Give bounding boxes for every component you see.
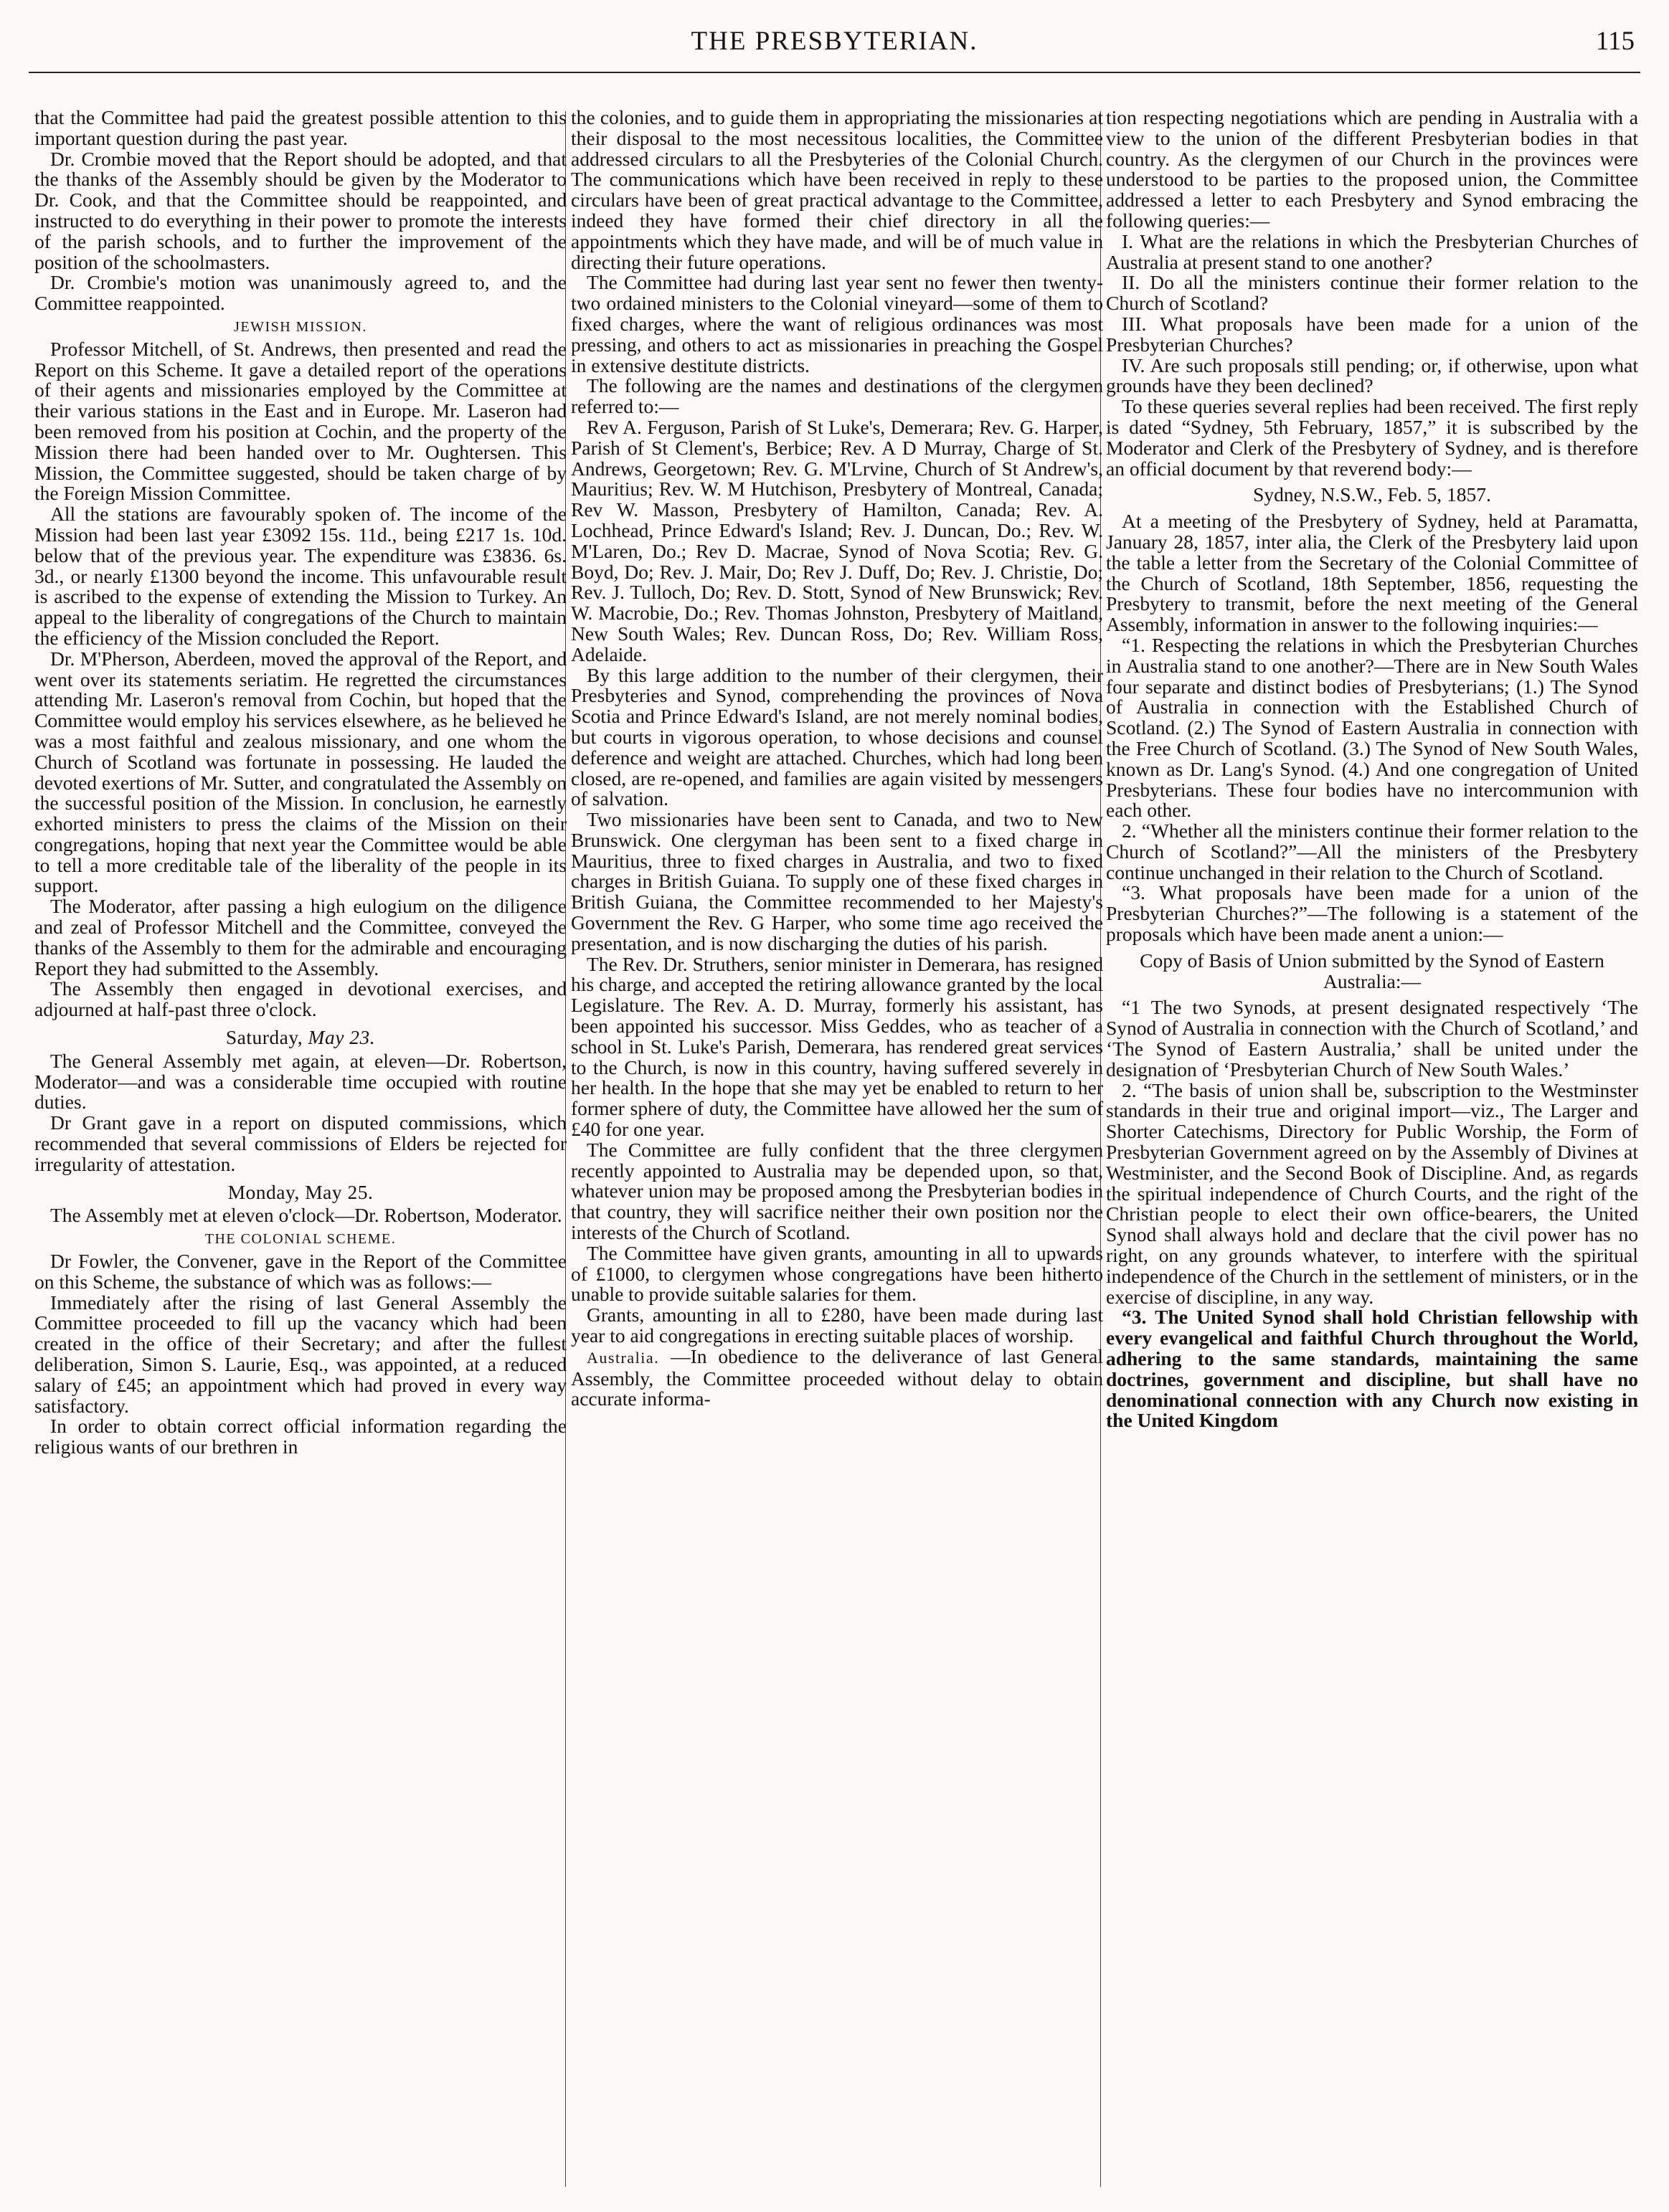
basis-of-union-heading: Copy of Basis of Union submitted by the Synod of Eastern Australia:—	[1140, 949, 1604, 992]
paragraph-clergy-list: Rev A. Ferguson, Parish of St Luke's, Demerara; Rev. G. Harper, Parish of St Clement's, Berbice; Rev. A D Murray, Charge of St. Andrews, Georgetown; Rev. G. M'Lrvine, Church of St Andrew's, Mauritius; Rev. W. M Hutchison, Presbytery of Montreal, Canada; Rev W. Masson, Presbytery of Hamilton, Canada; Rev. A. Lochhead, Prince Edward's Island; Rev. J. Duncan, Do.; Rev. W. M'Laren, Do.; Rev D. Macrae, Synod of Nova Scotia; Rev. G. Boyd, Do; Rev. J. Mair, Do; Rev J. Duff, Do; Rev. J. Christie, Do; Rev. J. Tulloch, Do; Rev. D. Stott, Synod of New Brunswick; Rev. W. Macrobie, Do.; Rev. Thomas Johnston, Presbytery of Maitland, New South Wales; Rev. Duncan Ross, Do; Rev. William Ross, Adelaide.	[571, 415, 1103, 665]
paragraph: The Assembly then engaged in devotional exercises, and adjourned at half-past three o'clock.	[34, 977, 567, 1021]
paragraph: “1. Respecting the relations in which the Presbyterian Churches in Australia stand to one another?—There are in New South Wales four separate and distinct bodies of Presbyterians; (1.) The Synod of Australia in connection with the Established Church of Scotland. (2.) The Synod of Eastern Australia in connection with the Free Church of Scotland. (3.) The Synod of New South Wales, known as Dr. Lang's Synod. (4.) And one congregation of United Presbyterians. These four bodies have no intercommunion with each other.	[1106, 633, 1638, 822]
paragraph: Grants, amounting in all to £280, have been made during last year to aid congregations in erecting suitable places of worship.	[571, 1304, 1103, 1347]
paragraph: The Committee had during last year sent no fewer then twenty-two ordained ministers to the Colonial vineyard—some of them to fixed charges, where the want of religious ordinances was most pressing, and others to act as missionaries in preaching the Gospel in extensive destitute districts.	[571, 271, 1103, 376]
date-heading-monday: Monday, May 25.	[227, 1180, 374, 1203]
paragraph: The Assembly met at eleven o'clock—Dr. Robertson, Moderator.	[50, 1204, 562, 1227]
query-item: II. Do all the ministers continue their former relation to the Church of Scotland?	[1106, 271, 1638, 315]
paragraph: Immediately after the rising of last General Assembly the Committee proceeded to fill up the vacancy which had been created in the office of their Secretary; and after the fullest deliberation, Simon S. Laurie, Esq., was appointed, at a reduced salary of £45; an appointment which had proved in every way satisfactory.	[34, 1291, 567, 1417]
paragraph: To these queries several replies had been received. The first reply is dated “Sydney, 5th February, 1857,” it is subscribed by the Moderator and Clerk of the Presbytery of Sydney, and is therefore an official document by that reverend body:—	[1106, 395, 1638, 480]
paragraph-text: —In obedience to the deliverance of last General Assembly, the Committee proceeded without delay to obtain accurate informa-	[571, 1344, 1103, 1410]
paragraph: The General Assembly met again, at eleven—Dr. Robertson, Moderator—and was a considerable time occupied with routine duties.	[34, 1049, 567, 1114]
paragraph: 2. “Whether all the ministers continue their former relation to the Church of Scotland?”—All the ministers of the Presbytery continue unchanged in their relation to the Church of Scotland.	[1106, 820, 1638, 883]
paragraph: 2. “The basis of union shall be, subscription to the Westminster standards in their true and original import—viz., The Larger and Shorter Catechisms, Directory for Public Worship, the Form of Presbyterian Government agreed on by the Assembly of Divines at Westminister, and the Second Book of Discipline. And, as regards the spiritual independence of Church Courts, and the right of the Christian people to elect their own office-bearers, the United Synod shall always hold and declare that the civil power has no right, on any grounds whatever, to interfere with the spiritual independence of the Church in the settlement of ministers, or in the exercise of discipline, in any way.	[1106, 1078, 1638, 1308]
dateline: Sydney, N.S.W., Feb. 5, 1857.	[1253, 483, 1491, 506]
paragraph: “3. The United Synod shall hold Christian fellowship with every evangelical and faithful Church throughout the World, adhering to the same standards, maintaining the same doctrines, government and discipline, but shall have no denominational connection with any Church now existing in the United Kingdom	[1106, 1306, 1638, 1432]
paragraph: the colonies, and to guide them in appropriating the missionaries at their disposal to the most necessitous localities, the Committee addressed circulars to all the Presbyteries of the Colonial Church. The communications which have been received in reply to these circulars have been of great practical advantage to the Committee, indeed they have formed their chief directory in all the appointments which they have made, and will be of much value in directing their future operations.	[571, 108, 1103, 273]
paragraph: Dr. Crombie moved that the Report should be adopted, and that the thanks of the Assembly should be given by the Moderator to Dr. Cook, and that the Committee should be reappointed, and instructed to do everything in their power to promote the interests of the parish schools, and to further the improvement of the position of the schoolmasters.	[34, 147, 567, 273]
page-number: 115	[1595, 27, 1635, 56]
section-heading-jewish-mission: JEWISH MISSION.	[234, 318, 367, 335]
paragraph: Dr Grant gave in a report on disputed commissions, which recommended that several commissions of Elders be rejected for irregularity of attestation.	[34, 1111, 567, 1175]
paragraph: Professor Mitchell, of St. Andrews, then presented and read the Report on this Scheme. It gave a detailed report of the operations of their agents and missionaries employed by the Committee at their various stations in the East and in Europe. Mr. Laseron had been removed from his position at Cochin, and the property of the Mission there had been handed over to Mr. Oughtersen. This Mission, the Committee suggested, should be taken charge of by the Foreign Mission Committee.	[34, 337, 567, 505]
paragraph: Two missionaries have been sent to Canada, and two to New Brunswick. One clergyman has been sent to a fixed charge in Mauritius, three to fixed charges in Australia, and two to fixed charges in British Guiana. To supply one of these fixed charges in British Guiana, the Committee recommended to her Majesty's Government the Rev. G Harper, who some time ago received the presentation, and is now discharging the duties of his parish.	[571, 808, 1103, 954]
run-in-heading-australia: Australia.	[587, 1348, 660, 1367]
date-heading-saturday	[34, 1027, 567, 1048]
paragraph: The Committee have given grants, amounting in all to upwards of £1000, to clergymen whose congregations have been hitherto unable to provide suitable salaries for them.	[571, 1241, 1103, 1306]
running-title: THE PRESBYTERIAN.	[691, 27, 978, 56]
date-heading-day: Saturday,	[225, 1026, 303, 1049]
paragraph: Dr. M'Pherson, Aberdeen, moved the approval of the Report, and went over its statements seriatim. He regretted the circumstances attending Mr. Laseron's removal from Cochin, but hoped that the Committee would employ his services elsewhere, as he believed he was a most faithful and zealous missionary, and one whom the Church of Scotland was fortunate in possessing. He lauded the devoted exertions of Mr. Sutter, and congratulated the Assembly on the successful position of the Mission. In conclusion, he earnestly exhorted ministers to press the claims of the Mission on their congregations, hoping that next year the Committee would be able to tell a more creditable tale of the liberality of the people in its support.	[34, 647, 567, 897]
paragraph: The Committee are fully confident that the three clergymen recently appointed to Australia may be depended upon, so that, whatever union may be proposed among the Presbyterian bodies in that country, they will sacrifice neither their own position nor the interests of the Church of Scotland.	[571, 1138, 1103, 1244]
paragraph: that the Committee had paid the greatest possible attention to this important question during the past year.	[34, 108, 567, 149]
page-header	[29, 22, 1640, 73]
column-2	[571, 108, 1103, 2187]
query-item: I. What are the relations in which the Presbyterian Churches of Australia at present stand to one another?	[1106, 229, 1638, 273]
paragraph: By this large addition to the number of their clergymen, their Presbyteries and Synod, comprehending the provinces of Nova Scotia and Prince Edward's Island, are not merely nominal bodies, but courts in vigorous operation, to whose decisions and counsel deference and weight are attached. Churches, which had long been closed, are re-opened, and families are again visited by messengers of salvation.	[571, 663, 1103, 810]
paragraph: All the stations are favourably spoken of. The income of the Mission had been last year £3092 15s. 11d., being £217 1s. 10d. below that of the previous year. The expenditure was £3836. 6s. 3d., or nearly £1300 beyond the income. This unfavourable result is ascribed to the expense of extending the Mission to Turkey. An appeal to the liberality of congregations of the Church to maintain the efficiency of the Mission concluded the Report.	[34, 503, 567, 649]
paragraph: “1 The two Synods, at present designated respectively ‘The Synod of Australia in connection with the Church of Scotland,’ and ‘The Synod of Eastern Australia,’ shall be united under the designation of ‘Presbyterian Church of New South Wales.’	[1106, 996, 1638, 1081]
paragraph: Dr. Crombie's motion was unanimously agreed to, and the Committee reappointed.	[34, 271, 567, 315]
section-heading-colonial-scheme: THE COLONIAL SCHEME.	[204, 1231, 397, 1248]
query-item: IV. Are such proposals still pending; or, if otherwise, upon what grounds have they been declined?	[1106, 353, 1638, 397]
paragraph: The Rev. Dr. Struthers, senior minister in Demerara, has resigned his charge, and accepted the retiring allowance granted by the local Legislature. The Rev. A. D. Murray, formerly his assistant, has been appointed his successor. Miss Geddes, who as teacher of a school in St. Luke's Parish, Demerara, has rendered great services to the Church, is now in this country, having suffered severely in her health. In the hope that she may yet be enabled to return to her former sphere of duty, the Committee have allowed her the sum of £40 for one year.	[571, 952, 1103, 1141]
paragraph: The Moderator, after passing a high eulogium on the diligence and zeal of Professor Mitchell and the Committee, conveyed the thanks of the Assembly to them for the admirable and encouraging Report they had submitted to the Assembly.	[34, 895, 567, 979]
column-1	[34, 108, 567, 2187]
paragraph: In order to obtain correct official information regarding the religious wants of our brethren in	[34, 1415, 567, 1458]
date-heading-date: May 23.	[308, 1026, 376, 1049]
paragraph-australia	[571, 1344, 1103, 1410]
paragraph: tion respecting negotiations which are pending in Australia with a view to the union of the different Presbyterian bodies in that country. As the clergymen of our Church in the provinces were understood to be parties to the proposed union, the Committee addressed a letter to each Presbytery and Synod embracing the following queries:—	[1106, 108, 1638, 232]
paragraph: At a meeting of the Presbytery of Sydney, held at Paramatta, January 28, 1857, inter alia, the Clerk of the Presbytery laid upon the table a letter from the Secretary of the Colonial Committee of the Church of Scotland, 18th September, 1856, requesting the Presbytery to transmit, before the next meeting of the General Assembly, information in answer to the following inquiries:—	[1106, 510, 1638, 636]
query-item: III. What proposals have been made for a union of the Presbyterian Churches?	[1106, 312, 1638, 356]
paragraph: “3. What proposals have been made for a union of the Presbyterian Churches?”—The following is a statement of the proposals which have been made anent a union:—	[1106, 881, 1638, 946]
paragraph: The following are the names and destinations of the clergymen referred to:—	[571, 374, 1103, 418]
column-3	[1106, 108, 1638, 2187]
paragraph: Dr Fowler, the Convener, gave in the Report of the Committee on this Scheme, the substance of which was as follows:—	[34, 1250, 567, 1293]
